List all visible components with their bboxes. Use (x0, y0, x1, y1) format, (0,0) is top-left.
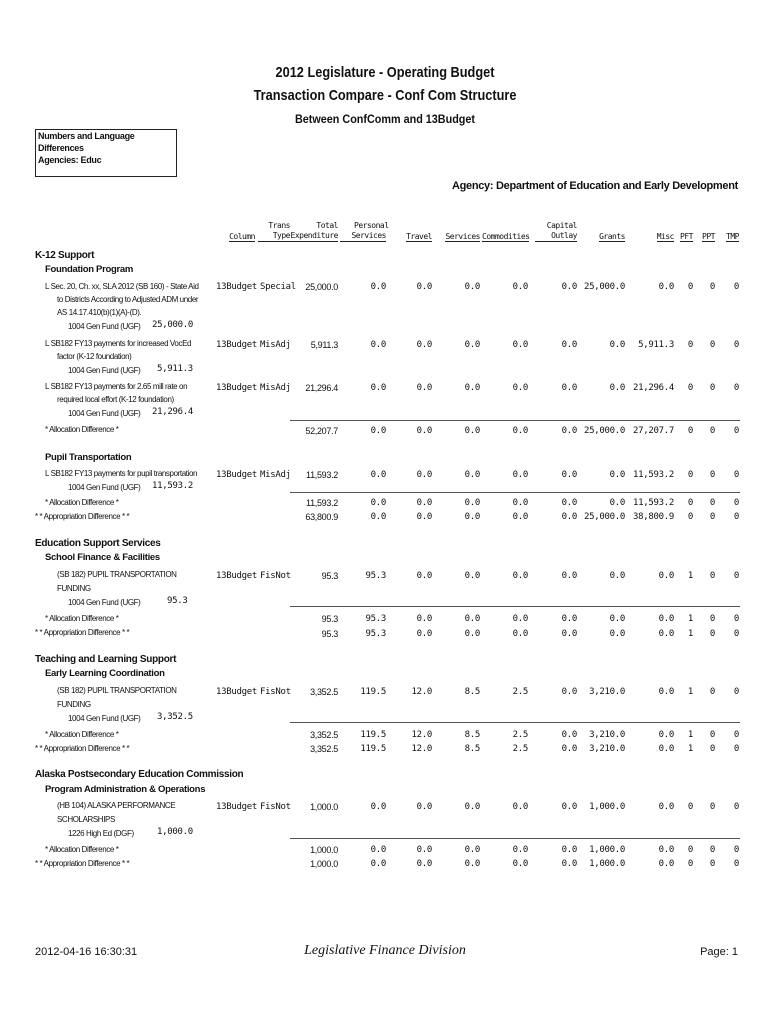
cell-trans-type: FisNot (260, 687, 291, 697)
item-description: (SB 182) PUPIL TRANSPORTATION (57, 570, 177, 579)
cell-grants: 0.0 (609, 498, 625, 508)
cell-commodities: 0.0 (512, 426, 528, 436)
cell-grants: 0.0 (609, 383, 625, 393)
fund-source: 1226 High Ed (DGF) (68, 829, 134, 838)
cell-personal-services: 0.0 (370, 859, 386, 869)
item-description: factor (K-12 foundation) (57, 352, 132, 361)
cell-total-expenditure: 52,207.7 (305, 426, 338, 436)
cell-travel: 12.0 (411, 687, 432, 697)
cell-ppt: 0 (709, 498, 715, 508)
col-header-tmp: TMP (726, 232, 739, 241)
cell-tmp: 0 (733, 512, 739, 522)
cell-ppt: 0 (709, 859, 715, 869)
col-header-capital-outlay: Capital Outlay (535, 221, 577, 242)
cell-trans-type: MisAdj (260, 470, 291, 480)
cell-total-expenditure: 3,352.5 (310, 744, 338, 754)
cell-personal-services: 0.0 (370, 340, 386, 350)
cell-pft: 0 (687, 340, 693, 350)
cell-grants: 3,210.0 (589, 730, 625, 740)
cell-commodities: 0.0 (512, 614, 528, 624)
cell-grants: 1,000.0 (589, 845, 625, 855)
cell-personal-services: 0.0 (370, 282, 386, 292)
cell-column: 13Budget (216, 470, 257, 480)
item-description: AS 14.17.410(b)(1)(A)-(D). (57, 308, 142, 317)
section-early-learning-coordination: Early Learning Coordination (45, 668, 165, 679)
cell-capital-outlay: 0.0 (561, 571, 577, 581)
cell-tmp: 0 (733, 802, 739, 812)
cell-personal-services: 95.3 (365, 571, 386, 581)
cell-grants: 0.0 (609, 340, 625, 350)
cell-capital-outlay: 0.0 (561, 426, 577, 436)
cell-misc: 11,593.2 (633, 498, 674, 508)
subtotal-rule (290, 606, 740, 607)
fund-source: 1004 Gen Fund (UGF) (68, 598, 141, 607)
cell-grants: 25,000.0 (584, 282, 625, 292)
cell-tmp: 0 (733, 845, 739, 855)
cell-total-expenditure: 63,800.9 (305, 512, 338, 522)
cell-grants: 0.0 (609, 629, 625, 639)
cell-misc: 5,911.3 (638, 340, 674, 350)
cell-ppt: 0 (709, 340, 715, 350)
cell-column: 13Budget (216, 571, 257, 581)
subtotal-rule (290, 420, 740, 421)
col-header-column: Column (229, 232, 255, 241)
cell-total-expenditure: 95.3 (321, 571, 338, 581)
cell-travel: 0.0 (416, 426, 432, 436)
report-title-2: Transaction Compare - Conf Com Structure (253, 87, 517, 104)
report-title-1: 2012 Legislature - Operating Budget (275, 64, 495, 81)
cell-pft: 0 (687, 498, 693, 508)
item-description: required local effort (K-12 foundation) (57, 395, 174, 404)
allocation-difference-label: * Allocation Difference * (45, 614, 119, 623)
cell-travel: 0.0 (416, 340, 432, 350)
allocation-difference-label: * Allocation Difference * (45, 425, 119, 434)
section-foundation-program: Foundation Program (45, 264, 134, 275)
cell-grants: 0.0 (609, 571, 625, 581)
cell-tmp: 0 (733, 571, 739, 581)
cell-tmp: 0 (733, 744, 739, 754)
cell-travel: 0.0 (416, 845, 432, 855)
cell-personal-services: 95.3 (365, 629, 386, 639)
cell-tmp: 0 (733, 383, 739, 393)
cell-personal-services: 0.0 (370, 470, 386, 480)
section-school-finance-facilities: School Finance & Facilities (45, 552, 160, 563)
cell-capital-outlay: 0.0 (561, 340, 577, 350)
cell-commodities: 2.5 (512, 730, 528, 740)
cell-services: 0.0 (464, 498, 480, 508)
cell-commodities: 0.0 (512, 470, 528, 480)
cell-commodities: 2.5 (512, 687, 528, 697)
col-header-personal-services: Personal Services (340, 221, 386, 242)
fund-source: 1004 Gen Fund (UGF) (68, 483, 141, 492)
cell-ppt: 0 (709, 802, 715, 812)
fund-source: 1004 Gen Fund (UGF) (68, 322, 141, 331)
cell-travel: 12.0 (411, 730, 432, 740)
cell-personal-services: 119.5 (360, 730, 386, 740)
cell-services: 0.0 (464, 282, 480, 292)
cell-tmp: 0 (733, 426, 739, 436)
cell-misc: 11,593.2 (633, 470, 674, 480)
division-name: Legislative Finance Division (304, 943, 466, 958)
cell-total-expenditure: 3,352.5 (310, 687, 338, 697)
cell-ppt: 0 (709, 426, 715, 436)
cell-capital-outlay: 0.0 (561, 744, 577, 754)
cell-pft: 0 (687, 845, 693, 855)
cell-pft: 1 (687, 629, 693, 639)
col-header-travel: Travel (406, 232, 432, 241)
cell-ppt: 0 (709, 571, 715, 581)
cell-trans-type: FisNot (260, 571, 291, 581)
cell-capital-outlay: 0.0 (561, 282, 577, 292)
item-description: FUNDING (57, 584, 91, 593)
cell-travel: 0.0 (416, 383, 432, 393)
cell-capital-outlay: 0.0 (561, 383, 577, 393)
cell-ppt: 0 (709, 845, 715, 855)
cell-services: 8.5 (464, 744, 480, 754)
cell-commodities: 0.0 (512, 571, 528, 581)
fund-amount: 5,911.3 (157, 364, 193, 374)
cell-trans-type: Special (260, 282, 296, 292)
col-header-services: Services (445, 232, 480, 241)
cell-misc: 0.0 (658, 571, 674, 581)
allocation-difference-label: * Allocation Difference * (45, 730, 119, 739)
cell-tmp: 0 (733, 859, 739, 869)
item-description: (SB 182) PUPIL TRANSPORTATION (57, 686, 177, 695)
cell-pft: 0 (687, 512, 693, 522)
section-alaska-postsecondary-education-commission: Alaska Postsecondary Education Commission (35, 769, 244, 780)
cell-services: 0.0 (464, 629, 480, 639)
cell-tmp: 0 (733, 282, 739, 292)
cell-pft: 0 (687, 470, 693, 480)
cell-ppt: 0 (709, 614, 715, 624)
cell-grants: 3,210.0 (589, 687, 625, 697)
col-header-grants: Grants (599, 232, 625, 241)
cell-services: 0.0 (464, 426, 480, 436)
cell-commodities: 0.0 (512, 629, 528, 639)
cell-travel: 0.0 (416, 512, 432, 522)
cell-ppt: 0 (709, 512, 715, 522)
cell-personal-services: 0.0 (370, 845, 386, 855)
cell-grants: 1,000.0 (589, 802, 625, 812)
cell-tmp: 0 (733, 340, 739, 350)
cell-travel: 0.0 (416, 498, 432, 508)
cell-total-expenditure: 3,352.5 (310, 730, 338, 740)
cell-personal-services: 0.0 (370, 498, 386, 508)
cell-column: 13Budget (216, 282, 257, 292)
cell-pft: 0 (687, 859, 693, 869)
cell-misc: 0.0 (658, 802, 674, 812)
cell-trans-type: MisAdj (260, 383, 291, 393)
fund-source: 1004 Gen Fund (UGF) (68, 714, 141, 723)
cell-misc: 0.0 (658, 730, 674, 740)
appropriation-difference-label: * * Appropriation Difference * * (35, 628, 130, 637)
cell-total-expenditure: 21,296.4 (305, 383, 338, 393)
cell-pft: 0 (687, 802, 693, 812)
cell-trans-type: FisNot (260, 802, 291, 812)
cell-commodities: 0.0 (512, 498, 528, 508)
cell-column: 13Budget (216, 340, 257, 350)
cell-services: 0.0 (464, 470, 480, 480)
criteria-line: Differences (38, 143, 84, 153)
cell-tmp: 0 (733, 498, 739, 508)
cell-grants: 1,000.0 (589, 859, 625, 869)
cell-services: 0.0 (464, 340, 480, 350)
cell-personal-services: 119.5 (360, 687, 386, 697)
cell-total-expenditure: 1,000.0 (310, 845, 338, 855)
cell-pft: 1 (687, 730, 693, 740)
fund-amount: 25,000.0 (152, 320, 193, 330)
cell-misc: 0.0 (658, 845, 674, 855)
allocation-difference-label: * Allocation Difference * (45, 845, 119, 854)
fund-amount: 3,352.5 (157, 712, 193, 722)
cell-travel: 0.0 (416, 614, 432, 624)
cell-personal-services: 0.0 (370, 426, 386, 436)
cell-misc: 0.0 (658, 614, 674, 624)
cell-travel: 0.0 (416, 629, 432, 639)
criteria-line: Numbers and Language (38, 131, 135, 141)
cell-tmp: 0 (733, 470, 739, 480)
section-pupil-transportation: Pupil Transportation (45, 452, 132, 463)
cell-commodities: 0.0 (512, 282, 528, 292)
cell-personal-services: 95.3 (365, 614, 386, 624)
col-header-total: Total Expenditure (290, 221, 338, 240)
cell-capital-outlay: 0.0 (561, 512, 577, 522)
subtotal-rule (290, 722, 740, 723)
cell-capital-outlay: 0.0 (561, 687, 577, 697)
cell-capital-outlay: 0.0 (561, 614, 577, 624)
cell-tmp: 0 (733, 629, 739, 639)
cell-total-expenditure: 11,593.2 (306, 470, 338, 480)
cell-capital-outlay: 0.0 (561, 470, 577, 480)
cell-services: 0.0 (464, 512, 480, 522)
section-k12-support: K-12 Support (35, 250, 95, 261)
cell-column: 13Budget (216, 383, 257, 393)
item-description: L SB182 FY13 payments for pupil transportation (45, 469, 198, 478)
subtotal-rule (290, 492, 740, 493)
cell-travel: 0.0 (416, 571, 432, 581)
appropriation-difference-label: * * Appropriation Difference * * (35, 512, 130, 521)
cell-travel: 0.0 (416, 859, 432, 869)
item-description: FUNDING (57, 700, 91, 709)
item-description: L SB182 FY13 payments for 2.65 mill rate on (45, 382, 188, 391)
cell-personal-services: 0.0 (370, 383, 386, 393)
cell-pft: 1 (687, 571, 693, 581)
cell-total-expenditure: 95.3 (321, 614, 338, 624)
appropriation-difference-label: * * Appropriation Difference * * (35, 744, 130, 753)
cell-misc: 27,207.7 (633, 426, 674, 436)
col-header-trans: Trans Type (258, 221, 290, 242)
subtotal-rule (290, 838, 740, 839)
item-description: (HB 104) ALASKA PERFORMANCE (57, 801, 176, 810)
cell-tmp: 0 (733, 687, 739, 697)
cell-total-expenditure: 1,000.0 (310, 802, 338, 812)
cell-misc: 0.0 (658, 282, 674, 292)
cell-commodities: 0.0 (512, 383, 528, 393)
cell-total-expenditure: 95.3 (321, 629, 338, 639)
cell-total-expenditure: 11,593.2 (306, 498, 338, 508)
cell-pft: 0 (687, 282, 693, 292)
cell-commodities: 0.0 (512, 859, 528, 869)
cell-personal-services: 0.0 (370, 802, 386, 812)
fund-source: 1004 Gen Fund (UGF) (68, 366, 141, 375)
cell-grants: 0.0 (609, 470, 625, 480)
cell-grants: 25,000.0 (584, 426, 625, 436)
cell-ppt: 0 (709, 470, 715, 480)
cell-ppt: 0 (709, 282, 715, 292)
cell-tmp: 0 (733, 730, 739, 740)
cell-services: 8.5 (464, 687, 480, 697)
page-number: Page: 1 (700, 946, 738, 958)
section-teaching-learning-support: Teaching and Learning Support (35, 654, 177, 665)
cell-services: 0.0 (464, 383, 480, 393)
section-education-support-services: Education Support Services (35, 538, 161, 549)
criteria-line: Agencies: Educ (38, 155, 102, 165)
cell-misc: 0.0 (658, 859, 674, 869)
cell-travel: 12.0 (411, 744, 432, 754)
cell-column: 13Budget (216, 802, 257, 812)
cell-services: 0.0 (464, 802, 480, 812)
cell-travel: 0.0 (416, 802, 432, 812)
cell-ppt: 0 (709, 687, 715, 697)
item-description: to Districts According to Adjusted ADM under (57, 295, 199, 304)
cell-personal-services: 0.0 (370, 512, 386, 522)
cell-misc: 0.0 (658, 629, 674, 639)
cell-misc: 38,800.9 (633, 512, 674, 522)
cell-capital-outlay: 0.0 (561, 629, 577, 639)
section-program-administration-operations: Program Administration & Operations (45, 784, 206, 795)
cell-commodities: 0.0 (512, 845, 528, 855)
cell-capital-outlay: 0.0 (561, 802, 577, 812)
fund-amount: 1,000.0 (157, 827, 193, 837)
fund-source: 1004 Gen Fund (UGF) (68, 409, 141, 418)
cell-grants: 3,210.0 (589, 744, 625, 754)
cell-grants: 25,000.0 (584, 512, 625, 522)
cell-pft: 1 (687, 614, 693, 624)
cell-trans-type: MisAdj (260, 340, 291, 350)
cell-total-expenditure: 5,911.3 (310, 340, 338, 350)
cell-commodities: 0.0 (512, 340, 528, 350)
cell-ppt: 0 (709, 730, 715, 740)
criteria-box (35, 129, 177, 177)
cell-ppt: 0 (709, 383, 715, 393)
cell-services: 0.0 (464, 614, 480, 624)
cell-personal-services: 119.5 (360, 744, 386, 754)
agency-title: Agency: Department of Education and Early Development (451, 180, 738, 192)
col-header-ppt: PPT (702, 232, 715, 241)
cell-column: 13Budget (216, 687, 257, 697)
cell-services: 0.0 (464, 571, 480, 581)
cell-capital-outlay: 0.0 (561, 859, 577, 869)
cell-pft: 1 (687, 687, 693, 697)
col-header-misc: Misc (656, 232, 674, 241)
item-description: SCHOLARSHIPS (57, 815, 115, 824)
cell-capital-outlay: 0.0 (561, 498, 577, 508)
fund-amount: 95.3 (167, 596, 188, 606)
cell-misc: 21,296.4 (633, 383, 674, 393)
cell-services: 0.0 (464, 845, 480, 855)
item-description: L SB182 FY13 payments for increased VocEd (45, 339, 192, 348)
cell-misc: 0.0 (658, 744, 674, 754)
cell-capital-outlay: 0.0 (561, 845, 577, 855)
appropriation-difference-label: * * Appropriation Difference * * (35, 859, 130, 868)
cell-ppt: 0 (709, 744, 715, 754)
fund-amount: 21,296.4 (152, 407, 193, 417)
col-header-pft: PFT (680, 232, 693, 241)
item-description: L Sec. 20, Ch. xx, SLA 2012 (SB 160) - State Aid (45, 282, 199, 291)
cell-tmp: 0 (733, 614, 739, 624)
cell-commodities: 2.5 (512, 744, 528, 754)
cell-ppt: 0 (709, 629, 715, 639)
cell-travel: 0.0 (416, 470, 432, 480)
report-timestamp: 2012-04-16 16:30:31 (35, 946, 138, 958)
col-header-commodities: Commodities (482, 232, 530, 241)
cell-total-expenditure: 25,000.0 (305, 282, 338, 292)
cell-travel: 0.0 (416, 282, 432, 292)
cell-services: 8.5 (464, 730, 480, 740)
cell-services: 0.0 (464, 859, 480, 869)
fund-amount: 11,593.2 (152, 481, 193, 491)
cell-misc: 0.0 (658, 687, 674, 697)
cell-pft: 0 (687, 426, 693, 436)
allocation-difference-label: * Allocation Difference * (45, 498, 119, 507)
report-subtitle: Between ConfComm and 13Budget (294, 112, 475, 126)
cell-total-expenditure: 1,000.0 (310, 859, 338, 869)
cell-pft: 0 (687, 383, 693, 393)
cell-capital-outlay: 0.0 (561, 730, 577, 740)
cell-pft: 1 (687, 744, 693, 754)
cell-commodities: 0.0 (512, 802, 528, 812)
cell-commodities: 0.0 (512, 512, 528, 522)
cell-grants: 0.0 (609, 614, 625, 624)
